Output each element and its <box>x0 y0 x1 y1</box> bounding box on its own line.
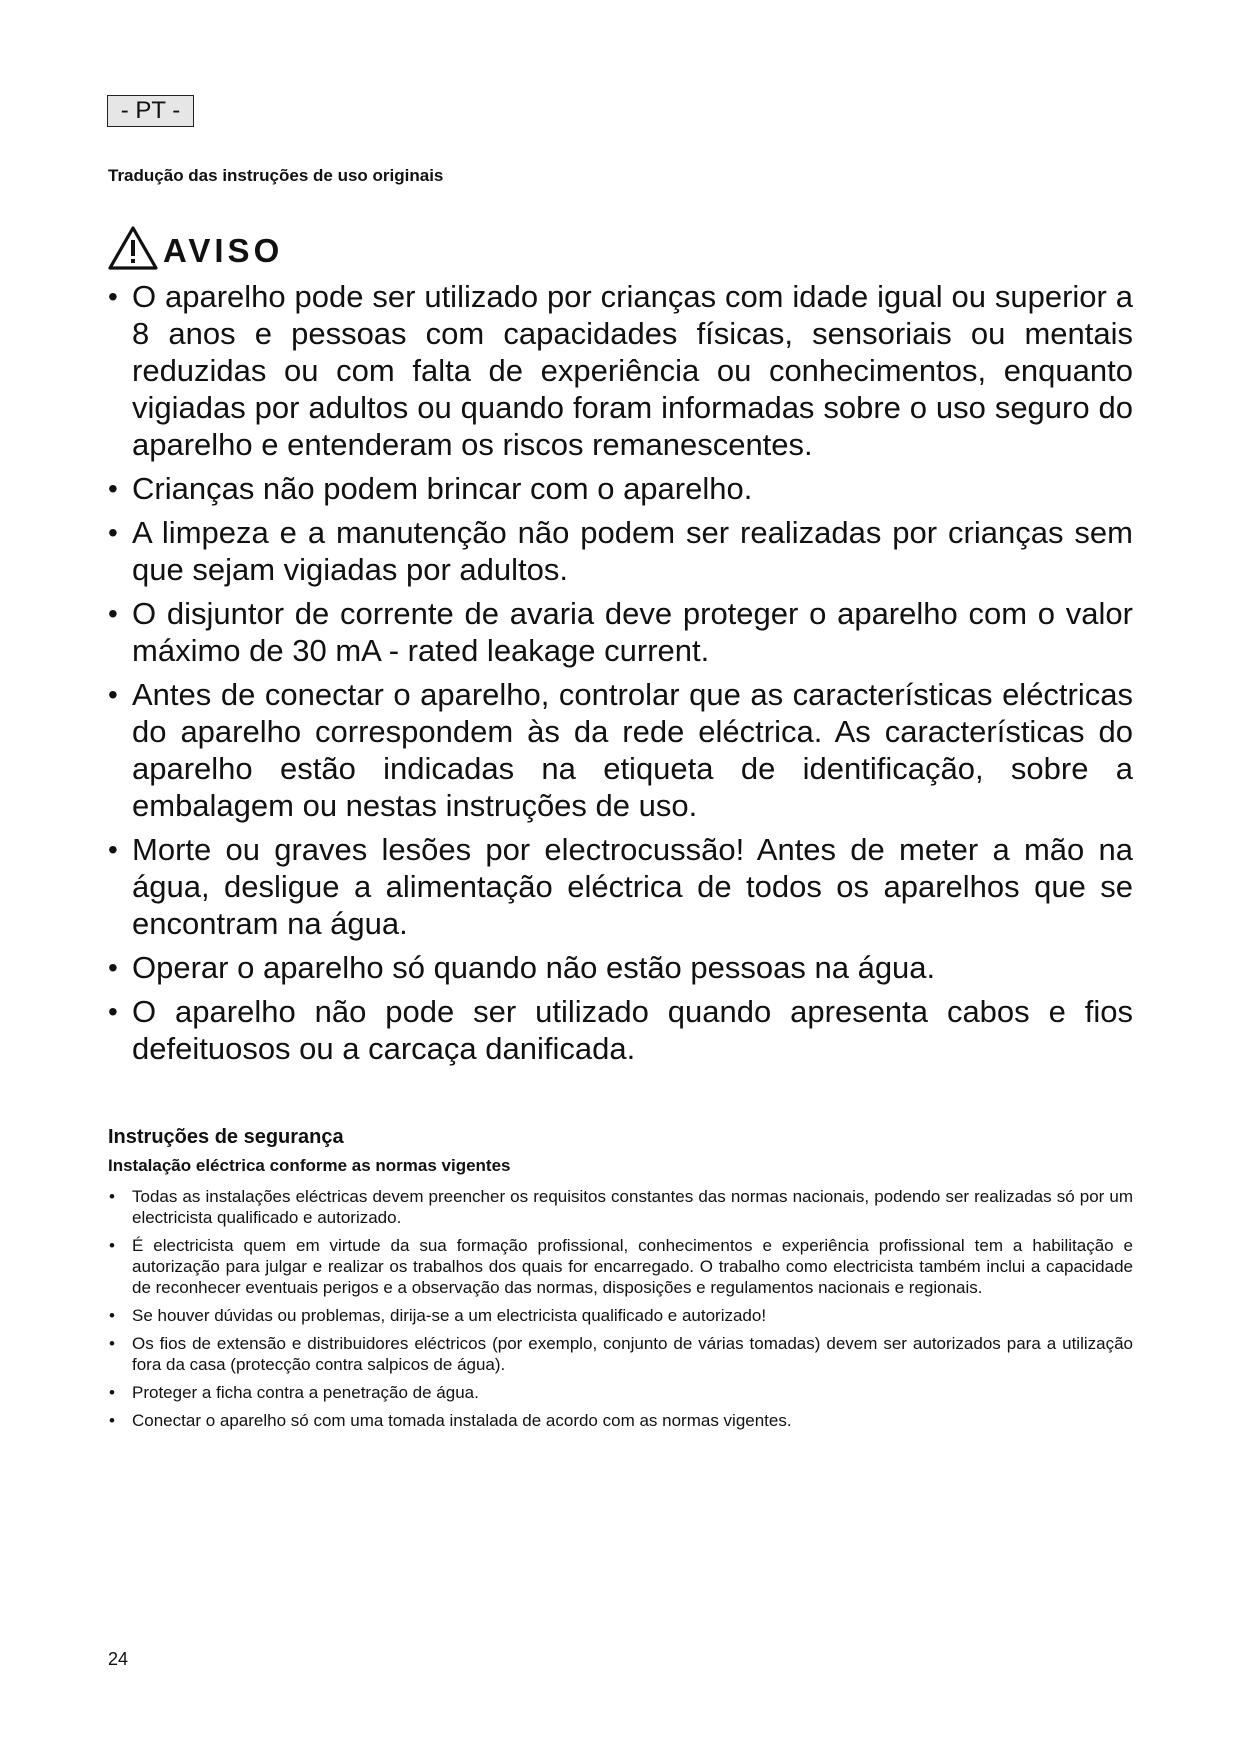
page-number: 24 <box>108 1649 129 1669</box>
warning-title: AVISO <box>163 232 284 269</box>
document-subtitle: Tradução das instruções de uso originais <box>108 166 444 185</box>
safety-section-subtitle: Instalação eléctrica conforme as normas vigentes <box>108 1156 511 1175</box>
warning-item: • O aparelho pode ser utilizado por crianças com idade igual ou superior a 8 anos e pessoas com capacidades físicas, sensoriais ou mentais reduzidas ou com falta de experiência ou conhecimentos, enquanto vigiadas por adultos ou quando foram informadas sobre o uso seguro do aparelho e entenderam os riscos remanescentes. <box>108 278 1133 463</box>
safety-item: • Os fios de extensão e distribuidores eléctricos (por exemplo, conjunto de várias tomadas) devem ser autorizados para a utilização fora da casa (protecção contra salpicos de água). <box>108 1333 1133 1375</box>
safety-item: • Todas as instalações eléctricas devem preencher os requisitos constantes das normas nacionais, podendo ser realizadas só por um electricista qualificado e autorizado. <box>108 1186 1133 1228</box>
warning-item: • Antes de conectar o aparelho, controlar que as características eléctricas do aparelho correspondem às da rede eléctrica. As características do aparelho estão indicadas na etiqueta de identificação, sobre a embalagem ou nestas instruções de uso. <box>108 676 1133 824</box>
warning-item: • Operar o aparelho só quando não estão pessoas na água. <box>108 949 1133 986</box>
safety-item: • Conectar o aparelho só com uma tomada instalada de acordo com as normas vigentes. <box>108 1410 1133 1431</box>
safety-item: • É electricista quem em virtude da sua formação profissional, conhecimentos e experiência profissional tem a habilitação e autorização para julgar e realizar os trabalhos dos quais for encarregado. O trabalho como electricista também inclui a capacidade de reconhecer eventuais perigos e a observação das normas, disposições e regulamentos nacionais e regionais. <box>108 1235 1133 1298</box>
warning-heading <box>107 215 283 271</box>
safety-item: • Se houver dúvidas ou problemas, dirija-se a um electricista qualificado e autorizado! <box>108 1305 1133 1326</box>
warning-item: • Morte ou graves lesões por electrocussão! Antes de meter a mão na água, desligue a alimentação eléctrica de todos os aparelhos que se encontram na água. <box>108 831 1133 942</box>
warning-item: • O disjuntor de corrente de avaria deve proteger o aparelho com o valor máximo de 30 mA - rated leakage current. <box>108 595 1133 669</box>
warning-list <box>108 278 1133 1074</box>
warning-item: • Crianças não podem brincar com o aparelho. <box>108 470 1133 507</box>
safety-item: • Proteger a ficha contra a penetração de água. <box>108 1382 1133 1403</box>
safety-list <box>108 1186 1133 1438</box>
language-label: - PT - <box>107 95 194 127</box>
warning-item: • O aparelho não pode ser utilizado quando apresenta cabos e fios defeituosos ou a carcaça danificada. <box>108 993 1133 1067</box>
warning-triangle-icon <box>107 225 159 271</box>
safety-section-title: Instruções de segurança <box>108 1126 344 1148</box>
warning-item: • A limpeza e a manutenção não podem ser realizadas por crianças sem que sejam vigiadas por adultos. <box>108 514 1133 588</box>
